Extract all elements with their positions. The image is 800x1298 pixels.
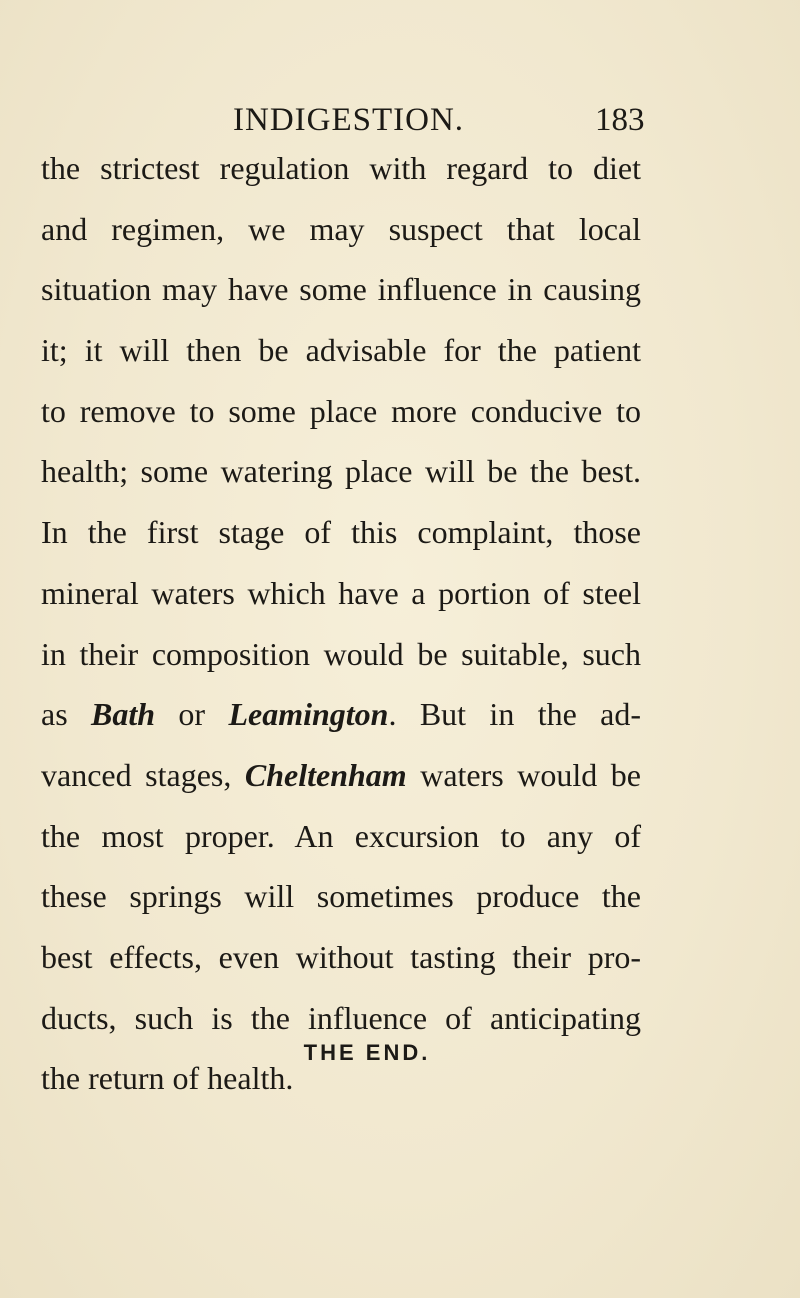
text-line: health; some watering place will be the best.	[41, 453, 641, 490]
italic-place-name: Cheltenham	[244, 756, 407, 793]
text-segment: . But in the ad-	[388, 696, 642, 733]
text-line: to remove to some place more conducive to	[41, 392, 641, 429]
text-line: the strictest regulation with regard to diet	[41, 150, 641, 186]
italic-place-name: Bath	[91, 696, 156, 733]
text-line: ducts, such is the influence of anticipating	[41, 999, 641, 1036]
text-line: it; it will then be advisable for the patient	[41, 332, 641, 369]
text-line: these springs will sometimes produce the	[41, 878, 641, 915]
the-end-text: THE END.	[303, 1040, 431, 1065]
text-line: in their composition would be suitable, such	[41, 635, 641, 672]
text-line	[41, 684, 641, 745]
text-line: and regimen, we may suspect that local	[41, 210, 641, 247]
text-segment: waters would be	[406, 756, 641, 793]
text-segment: vanced stages,	[41, 756, 245, 793]
running-head	[233, 98, 645, 142]
text-line: situation may have some influence in causing	[41, 271, 641, 308]
page-number: 183	[595, 102, 645, 138]
body-text	[41, 138, 641, 1109]
text-line: In the first stage of this complaint, those	[41, 514, 641, 551]
italic-place-name: Leamington	[228, 696, 389, 733]
text-line: best effects, even without tasting their pro-	[41, 938, 641, 975]
text-line	[41, 745, 641, 806]
text-line: mineral waters which have a portion of steel	[41, 574, 641, 611]
the-end-label	[0, 1040, 800, 1066]
text-line: the most proper. An excursion to any of	[41, 817, 641, 854]
text-segment: as	[41, 696, 92, 733]
text-line: the return of health.	[41, 1060, 294, 1097]
running-title: INDIGESTION.	[233, 102, 465, 138]
text-segment: or	[155, 696, 229, 733]
